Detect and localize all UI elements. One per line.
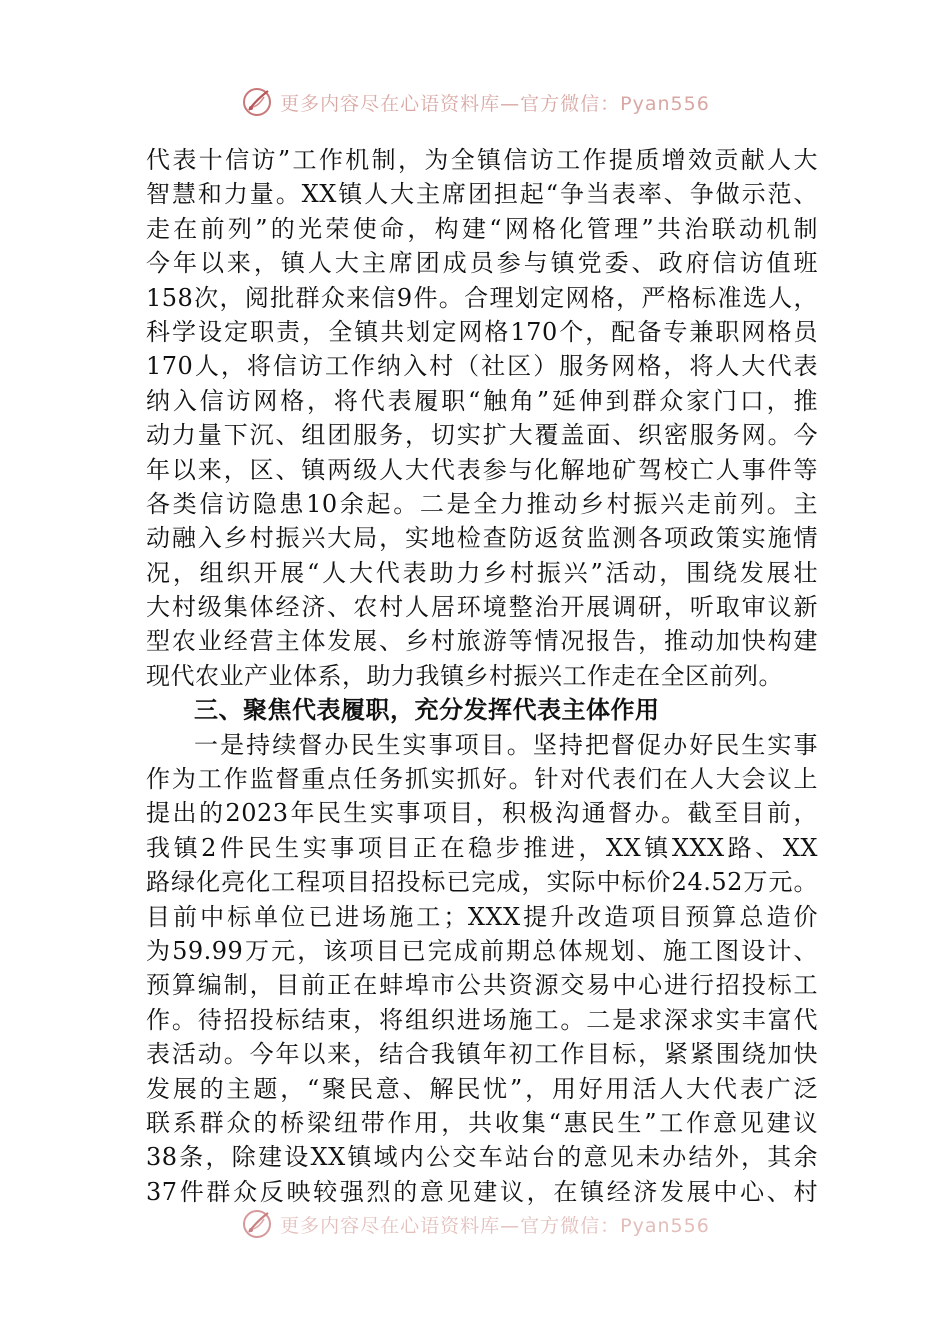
text-line: 走在前列”的光荣使命，构建“网格化管理”共治联动机制: [146, 214, 818, 243]
text-line: 38条，除建设XX镇域内公交车站台的意见未办结外，其余: [146, 1143, 818, 1172]
text-line: 37件群众反映较强烈的意见建议，在镇经济发展中心、村: [146, 1177, 818, 1206]
watermark-text: 更多内容尽在心语资料库—官方微信：Pyan556: [280, 92, 710, 115]
watermark-banner-top: [0, 82, 950, 122]
text-line: 况，组织开展“人大代表助力乡村振兴”活动，围绕发展壮: [146, 558, 818, 587]
text-line: 动融入乡村振兴大局，实地检查防返贫监测各项政策实施情: [146, 524, 818, 553]
text-line: 型农业经营主体发展、乡村旅游等情况报告，推动加快构建: [146, 627, 818, 656]
text-line: 现代农业产业体系，助力我镇乡村振兴工作走在全区前列。: [146, 661, 783, 690]
text-line: 动力量下沉、组团服务，切实扩大覆盖面、织密服务网。今: [146, 421, 818, 450]
text-line: 智慧和力量。XX镇人大主席团担起“争当表率、争做示范、: [146, 180, 818, 209]
text-line: 作。待招投标结束，将组织进场施工。二是求深求实丰富代: [146, 1005, 818, 1034]
text-line: 发展的主题，“聚民意、解民忧”，用好用活人大代表广泛: [146, 1074, 818, 1103]
text-line: 年以来，区、镇两级人大代表参与化解地矿驾校亡人事件等: [146, 455, 818, 484]
text-line: 目前中标单位已进场施工；XXX提升改造项目预算总造价: [146, 902, 818, 931]
text-line: 表活动。今年以来，结合我镇年初工作目标，紧紧围绕加快: [146, 1040, 818, 1069]
text-line: 提出的2023年民生实事项目，积极沟通督办。截至目前，: [146, 799, 818, 828]
text-line: 代表十信访”工作机制，为全镇信访工作提质增效贡献人大: [146, 146, 818, 174]
text-line: 158次，阅批群众来信9件。合理划定网格，严格标准选人，: [146, 283, 818, 312]
text-line: 170人，将信访工作纳入村（社区）服务网格，将人大代表: [146, 352, 818, 381]
text-line: 纳入信访网格，将代表履职“触角”延伸到群众家门口，推: [146, 386, 818, 415]
text-line: 为59.99万元，该项目已完成前期总体规划、施工图设计、: [146, 936, 818, 965]
quill-seal-icon: [240, 1207, 274, 1241]
watermark-banner-bottom: [0, 1204, 950, 1244]
text-line: 科学设定职责，全镇共划定网格170个，配备专兼职网格员: [146, 317, 818, 346]
text-line: 预算编制，目前正在蚌埠市公共资源交易中心进行招投标工: [146, 971, 818, 1000]
section-heading: 三、聚焦代表履职，充分发挥代表主体作用: [194, 696, 660, 725]
text-line: 大村级集体经济、农村人居环境整治开展调研，听取审议新: [146, 593, 818, 622]
text-line: 路绿化亮化工程项目招投标已完成，实际中标价24.52万元。: [146, 868, 818, 897]
document-body: [146, 143, 818, 1209]
text-line: 今年以来，镇人大主席团成员参与镇党委、政府信访值班: [146, 249, 818, 278]
text-line: 联系群众的桥梁纽带作用，共收集“惠民生”工作意见建议: [146, 1108, 818, 1137]
text-line: 各类信访隐患10余起。二是全力推动乡村振兴走前列。主: [146, 489, 818, 518]
text-line: 一是持续督办民生实事项目。坚持把督促办好民生实事: [194, 730, 818, 759]
watermark-text: 更多内容尽在心语资料库—官方微信：Pyan556: [280, 1214, 710, 1237]
quill-seal-icon: [240, 85, 274, 119]
text-line: 我镇2件民生实事项目正在稳步推进，XX镇XXX路、XX: [146, 833, 818, 862]
text-line: 作为工作监督重点任务抓实抓好。针对代表们在人大会议上: [146, 765, 818, 794]
